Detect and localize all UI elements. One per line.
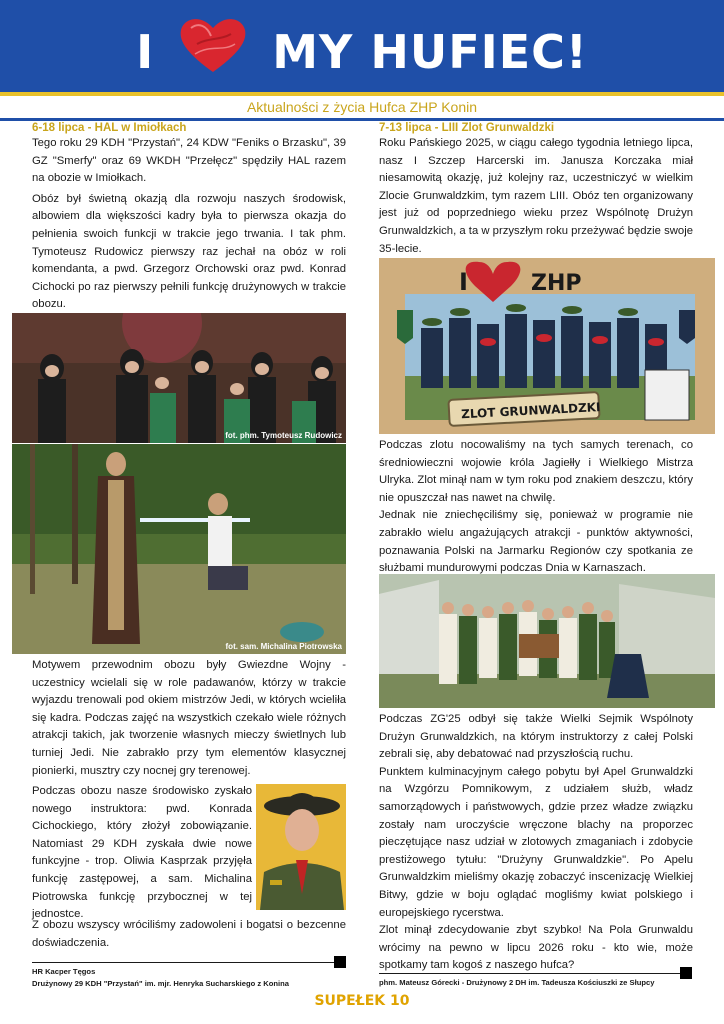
left-new-instructor [32, 783, 252, 924]
right-paragraph-3: Jednak nie zniechęciliśmy się, ponieważ w programie nie zabrakło wielu angażujących atrakcji - punktów aktywności, poznawania Polski na Jarmarku Regionów czy spotkania ze służbami mundurowymi podczas Dnia w Karnaszach. [379, 509, 693, 575]
title-right: MY HUFIEC! [272, 25, 588, 79]
photo2-caption: fot. sam. Michalina Piotrowska [225, 642, 342, 651]
photo-medieval-group [379, 574, 715, 708]
jedi-illustration [12, 444, 346, 654]
page-footer: SUPEŁEK 10 [314, 993, 410, 1009]
page-title [0, 14, 724, 79]
left-intro [32, 121, 346, 314]
title-left: I [136, 25, 155, 79]
portrait-illustration [256, 784, 346, 910]
photo1-caption: fot. phm. Tymoteusz Rudowicz [225, 431, 342, 440]
zlot-group-illustration [379, 258, 715, 434]
right-paragraph-2: Podczas zlotu nocowaliśmy na tych samych terenach, co średniowieczni wojowie króla Jagiełły i Wielkiego Mistrza Ulryka. Zlot minął nam w tym roku pod znakiem deszczu, który nie opuszczał nas nawet na chwilę. [379, 439, 693, 504]
header-banner [0, 0, 724, 92]
zlot-banner-text: ZLOT GRUNWALDZKI [460, 400, 601, 422]
photo-zlot-group [379, 258, 715, 434]
medieval-illustration [379, 574, 715, 708]
subtitle: Aktualności z życia Hufca ZHP Konin [246, 99, 478, 115]
left-paragraph-4: Podczas obozu nasze środowisko zyskało nowego instruktora: pwd. Konrada Cichockiego, który złożył zobowiązanie. Natomiast 29 KDH zyskała dwie nowe funkcyjne - trop. Oliwia Kasprzak przyjęła funkcję zastępowej, a sam. Michalina Piotrowska funkcję przybocznej w tej jednostce. [32, 785, 252, 921]
right-paragraph-6: Zlot minął zdecydowanie zbyt szybko! Na Pola Grunwaldu wrócimy na pewno w lipcu 2026 roku - kto wie, może spotkamy tam kogoś z naszego hufca? [379, 924, 693, 972]
left-author-name: HR Kacper Tęgos [32, 967, 96, 976]
left-paragraph-1: Tego roku 29 KDH "Przystań", 24 KDW "Feniks o Brzasku", 39 GZ "Smerfy" oraz 69 WKDH "Przełęcz" spędziły HAL razem na obozie w Imiołkach. [32, 137, 346, 185]
laser-tag-illustration [12, 313, 346, 443]
right-signature-divider [379, 973, 683, 974]
right-zlot-text [379, 437, 693, 578]
right-section-title: 7-13 lipca - LIII Zlot Grunwaldzki [379, 122, 555, 134]
right-sejmik-text [379, 711, 693, 975]
zlot-sign-zhp: ZHP [531, 271, 582, 296]
photo-instructor-portrait [256, 784, 346, 910]
zlot-sign-i: I [459, 268, 468, 296]
right-paragraph-5: Punktem kulminacyjnym całego pobytu był Apel Grunwaldzki na Wzgórzu Pomnikowym, z udziałem służb, władz samorządowych i państwowych, gdzie przez władze związku zostały nam uroczyście wręczone blachy na proporzec pieczętujące nasz udział w zlotowych zmaganiach i zdobycie prestiżowego tytułu: "Drużyny Grunwaldzkie". Po Apelu Grunwaldzkim mieliśmy okazję zobaczyć inscenizację Wielkiej Bitwy, gdzie w boju oglądać mogliśmy kwiat polskiego i europejskiego rycerstwa. [379, 765, 693, 919]
right-paragraph-1: Roku Pańskiego 2025, w ciągu całego tygodnia letniego lipca, nasz I Szczep Harcerski im. Janusza Korczaka miał niesamowitą okazję, już kolejny raz, uczestniczyć w wielkim Zlocie Grunwaldzkim, tym razem LIII. Obóz ten organizowany jest już od poprzedniego wieku przez Wspólnotę Drużyn Grunwaldzkich, a ta w przyszłym roku przeżywać będzie swoje 35-lecie. [379, 137, 693, 255]
left-theme-text [32, 657, 346, 780]
left-signature-divider [32, 962, 336, 963]
photo-jedi-training [12, 444, 346, 654]
left-paragraph-5: Z obozu wszyscy wróciliśmy zadowoleni i bogatsi o bezcenne doświadczenia. [32, 919, 346, 949]
right-signature: phm. Mateusz Górecki - Drużynowy 2 DH im. Tadeusza Kościuszki ze Słupcy [379, 978, 655, 987]
right-intro [379, 121, 693, 258]
left-closing [32, 917, 346, 952]
right-paragraph-4: Podczas ZG'25 odbył się także Wielki Sejmik Wspólnoty Drużyn Grunwaldzkich, na którym instruktorzy z całej Polski zebrali się, aby debatować nad przyszłością ruchu. [379, 713, 693, 761]
heart-icon [177, 14, 249, 76]
left-paragraph-2: Obóz był świetną okazją dla rozwoju naszych środowisk, albowiem dla większości kadry była to pierwsza okazja do pełnienia swoich funkcji w trakcie jego trwania. I tak phm. Tymoteusz Rudowicz pierwszy raz jechał na obóz w roli komendanta, a pwd. Grzegorz Orchowski oraz pwd. Konrad Cichocki po raz pierwszy pełnili funkcję drużynowych w trakcie obozu. [32, 192, 346, 311]
left-section-title: 6-18 lipca - HAL w Imiołkach [32, 122, 187, 134]
left-author-role: Drużynowy 29 KDH "Przystań" im. mjr. Henryka Sucharskiego z Konina [32, 979, 290, 988]
left-signature [32, 966, 342, 990]
photo-laser-tag [12, 313, 346, 443]
left-paragraph-3: Motywem przewodnim obozu były Gwiezdne Wojny - uczestnicy wcielali się w role padawanów, którzy w trakcie wyjazdu trenowali pod okiem mistrzów Jedi, w których wcieliła się kadra. Podczas zajęć na wszystkich czekało wiele różnych atrakcji takich, jak tworzenie własnych mieczy świetlnych lub turniej Jedi. Nie zabrakło przy tym elementów klasycznej pionierki, musztry czy nocnej gry terenowej. [32, 659, 346, 777]
